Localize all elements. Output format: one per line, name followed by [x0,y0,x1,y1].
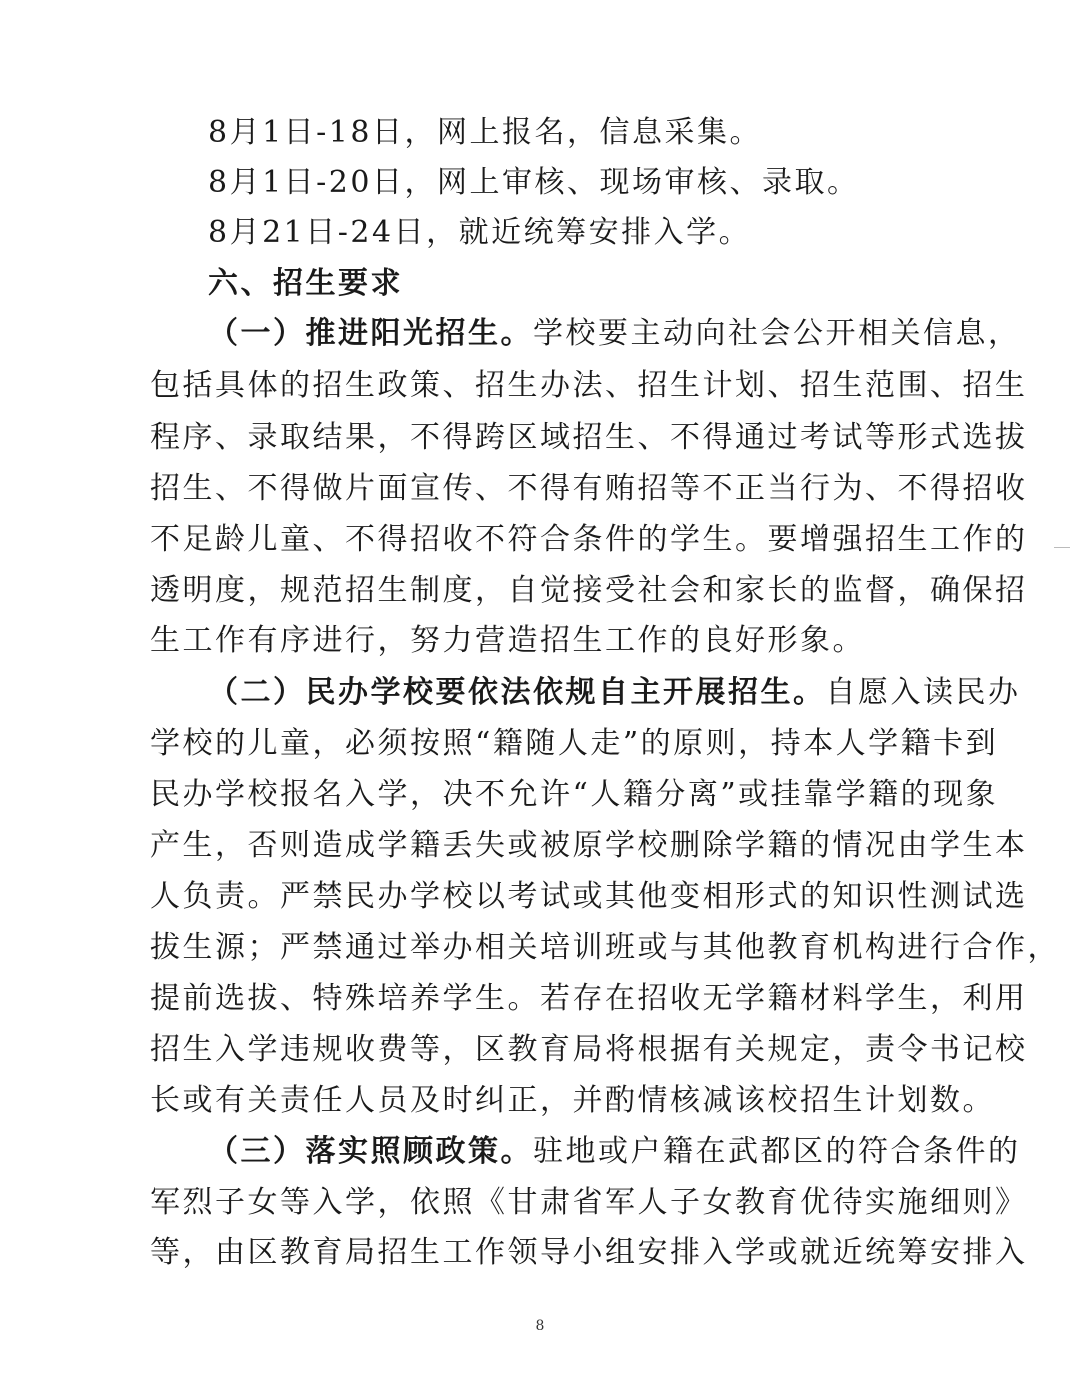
paragraph-2-line: 学校的儿童，必须按照“籍随人走”的原则，持本人学籍卡到 [150,726,999,761]
paragraph-2-line: 招生入学违规收费等，区教育局将根据有关规定，责令书记校 [150,1032,1028,1067]
paragraph-3-lead: （三）落实照顾政策。 [208,1134,533,1169]
paragraph-1-first-line [208,314,1021,354]
paragraph-3-line: 等，由区教育局招生工作领导小组安排入学或就近统筹安排入 [150,1235,1028,1270]
paragraph-1-line: 包括具体的招生政策、招生办法、招生计划、招生范围、招生 [150,368,1028,403]
paragraph-2-line: 人负责。严禁民办学校以考试或其他变相形式的知识性测试选 [150,879,1028,914]
paragraph-2-text: 自愿入读民办 [825,675,1021,710]
paragraph-2-line: 民办学校报名入学，决不允许“人籍分离”或挂靠学籍的现象 [150,777,999,812]
paragraph-2-line: 长或有关责任人员及时纠正，并酌情核减该校招生计划数。 [150,1083,995,1118]
paragraph-2-line: 产生，否则造成学籍丢失或被原学校删除学籍的情况由学生本 [150,828,1028,863]
paragraph-1-line: 生工作有序进行，努力营造招生工作的良好形象。 [150,623,865,658]
paragraph-1-line: 招生、不得做片面宣传、不得有贿招等不正当行为、不得招收 [150,471,1028,506]
schedule-line-3: 8月21日-24日，就近统筹安排入学。 [208,215,752,250]
paragraph-1-line: 不足龄儿童、不得招收不符合条件的学生。要增强招生工作的 [150,522,1028,557]
page-number: 8 [535,1318,545,1334]
paragraph-3-text: 驻地或户籍在武都区的符合条件的 [533,1134,1021,1169]
schedule-line-2: 8月1日-20日，网上审核、现场审核、录取。 [208,165,860,200]
section-heading: 六、招生要求 [208,266,403,301]
paragraph-1-lead: （一）推进阳光招生。 [208,316,533,351]
paragraph-3-line: 军烈子女等入学，依照《甘肃省军人子女教育优待实施细则》 [150,1185,1028,1220]
paragraph-2-line: 拔生源；严禁通过举办相关培训班或与其他教育机构进行合作， [150,930,1060,965]
paragraph-1-line: 程序、录取结果，不得跨区域招生、不得通过考试等形式选拔 [150,420,1028,455]
margin-mark [1054,547,1070,548]
paragraph-2-lead: （二）民办学校要依法依规自主开展招生。 [208,675,826,710]
paragraph-1-line: 透明度，规范招生制度，自觉接受社会和家长的监督，确保招 [150,573,1028,608]
paragraph-2-first-line [208,673,1021,713]
paragraph-3-first-line [208,1132,1021,1172]
paragraph-2-line: 提前选拔、特殊培养学生。若存在招收无学籍材料学生，利用 [150,981,1028,1016]
paragraph-1-text: 学校要主动向社会公开相关信息， [533,316,1021,351]
schedule-line-1: 8月1日-18日，网上报名，信息采集。 [208,115,762,150]
